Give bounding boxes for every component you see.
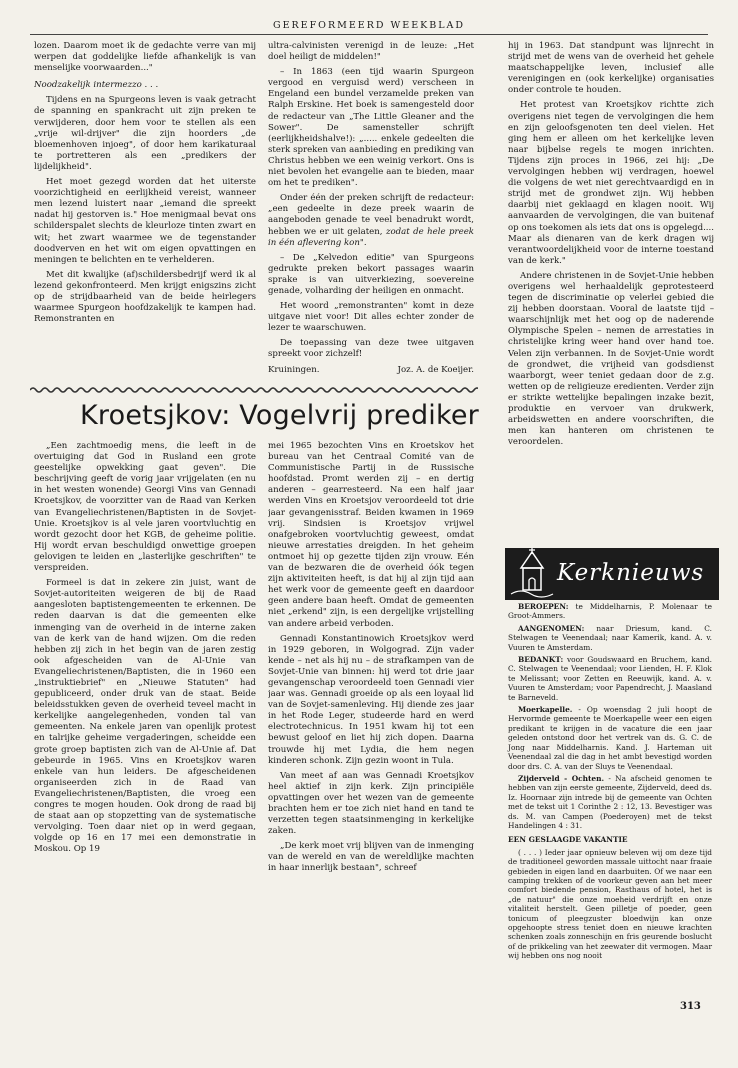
- kerknieuws-column: [508, 602, 712, 964]
- subheading: Noodzakelijk intermezzo . . .: [34, 80, 159, 91]
- paragraph: ultra-calvinisten verenigd in de leuze: „Het doel heiligt de middelen!": [268, 41, 474, 63]
- article-column-1: [34, 441, 256, 996]
- paragraph: Onder één der preken schrijft de redacteur: „een gedeelte in deze preek waarin de aangeboden genade te veel benadrukt wordt, hebben we er uit gelaten, zodat de hele preek in één aflevering kon".: [268, 193, 474, 248]
- top-middle-column: [268, 41, 474, 381]
- header-rule: [30, 34, 708, 35]
- kerknieuws-banner: [505, 548, 719, 600]
- news-item: Zijderveld - Ochten. - Na afscheid genomen te hebben van zijn eerste gemeente, Zijderveld, deed ds. Iz. Hoornaar zijn intrede bij de gemeente van Ochten met de tekst uit 1 Corinthe 2 : 12, 13. Bevestiger was ds. M. van Campen (Poederoyen) met de tekst Handelingen 4 : 31.: [508, 773, 713, 830]
- page-number: 313: [680, 1001, 701, 1012]
- kerknieuws-title: Kerknieuws: [557, 560, 705, 586]
- paragraph: – De „Kelvedon editie" van Spurgeons gedrukte preken bekort passages waarin sprake is van uitverkiezing, soevereine genade, volharding der heiligen en onmacht.: [268, 252, 474, 296]
- news-item: BEROEPEN: te Middelharnis, P. Molenaar te Groot-Ammers.: [508, 602, 712, 621]
- paragraph: – In 1863 (een tijd waarin Spurgeon vergood en verguisd werd) verscheen in Engeland een bundel verzamelde preken van Ralph Erskine. Het boek is samengesteld door de redacteur van „The Little Gleaner and the Sower". De samensteller schrijft (eerlijkheidshalve!): „..... enkele gedeelten die sterk spreken van aanbieding en prediking van Christus hebben we een weinig verkort. Ons is niet bevolen het evangelie aan te bieden, maar om het te prediken".: [268, 67, 474, 189]
- top-left-column: [34, 41, 256, 381]
- paragraph: „Een zachtmoedig mens, die leeft in de overtuiging dat God in Rusland een grote geestelijke opwekking gaat geven". Die beschrijving geeft de vorig jaar vrijgelaten (en nu in het westen wonende) Georgi Vins van Gennadi Kroetsjkov, de voorzitter van de Raad van Kerken van Evangeliechristenen/Baptisten in de Sovjet-Unie. Kroetsjkov is al vele jaren voortvluchtig en wordt gezocht door het KGB, de geheime politie. Hij wordt ervan beschuldigd onwettige groepen gelovigen te leiden en „lasterlijke geschriften" te verspreiden.: [34, 441, 256, 574]
- news-item: BEDANKT: voor Goudswaard en Bruchem, kand. C. Stelwagen te Veenendaal; voor Lienden, H. F. Klok te Melissant; voor Zetten en Reeuwijk, kand. A. v. Vuuren te Amsterdam; voor Papendrecht, J. Maasland te Barneveld.: [508, 655, 712, 702]
- paragraph: mei 1965 bezochten Vins en Kroetskov het bureau van het Centraal Comité van de Communistische Partij in de Russische hoofdstad. Promt werden zij – en dertig anderen – gearresteerd. Na een half jaar werden Vins en Kroetsjov veroordeeld tot drie jaar gevangenisstraf. Beiden kwamen in 1969 vrij. Sindsien is Kroetsjov vrijwel onafgebroken voortvluchtig geweest, omdat nieuwe arrestaties dreigden. In het geheim ontmoet hij op gezette tijden zijn vrouw. Eén van de bezwaren die de overheid óók tegen zijn aktiviteiten heeft, is dat hij al zijn tijd aan het werk voor de gemeente geeft en daardoor geen andere baan heeft. Omdat de gemeenten niet „erkend" zijn, is een dergelijke vrijstelling van andere arbeid verboden.: [268, 441, 474, 629]
- church-icon: [509, 548, 555, 600]
- article-column-2: [268, 441, 474, 996]
- paragraph: Formeel is dat in zekere zin juist, want de Sovjet-autoriteiten weigeren de bij de Raad aangesloten baptistengemeenten te erkennen. De reden daarvan is dat die gemeenten elke inmenging van de overheid in de interne zaken van de kerk van de hand wijzen. Om die reden hebben zij zich in het begin van de jaren zestig ook afgescheiden van de Al-Unie van Evangeliechristenen/Baptisten, die in 1960 een „instruktiebrief" en „Nieuwe Statuten" had gepubliceerd, onder druk van de staat. Beide beleidsstukken geven de overheid teveel macht in kerkelijke aangelegenheden, vonden tal van gemeenten. Na enkele jaren van openlijk protest en talrijke geheime vergaderingen, scheidde een grote groep baptisten zich van de Al-Unie af. Dat gebeurde in 1965. Vins en Kroetsjkov waren enkele van hun leiders. De afgescheidenen organiseerden zich in de Raad van Evangeliechristenen/Baptisten, die vroeg een congres te mogen houden. Ook drong de raad bij de staat aan op stopzetting van de systematische vervolging. Toen daar niet op in werd gegaan, volgde op 16 en 17 mei een demonstratie in Moskou. Op 19: [34, 578, 256, 855]
- news-item: AANGENOMEN: naar Driesum, kand. C. Stelwagen te Veenendaal; naar Kamerik, kand. A. v. Vuuren te Amsterdam.: [508, 623, 712, 652]
- news-item: ( . . . ) Ieder jaar opnieuw beleven wij om deze tijd de traditioneel geworden massale uittocht naar fraaie gebieden in eigen land en daarbuiten. Of we naar een camping trekken of de voorkeur geven aan het meer comfort biedende pension, Rasthaus of hotel, het is „de natuur" die onze moeheid verdrijft en onze vitaliteit herstelt. Geen pilletje of poeder, geen tonicum of pleegzuster bloedwijn kan onze opgehoopte stress teniet doen en nieuwe krachten schenken zoals zonneschijn en fris geurende boslucht of de prikkeling van het zeewater dit vermogen. Maar wij hebben ons nog nooit: [508, 847, 712, 961]
- paragraph: De toepassing van deze twee uitgaven spreekt voor zichzelf!: [268, 338, 474, 360]
- paragraph: hij in 1963. Dat standpunt was lijnrecht in strijd met de wens van de overheid het gehele maatschappelijke leven, inclusief alle verenigingen en (ook kerkelijke) organisaties onder controle te houden.: [508, 41, 714, 96]
- paragraph: „De kerk moet vrij blijven van de inmenging van de wereld en van de wereldlijke machten in haar innerlijk bestaan", schreef: [268, 841, 474, 874]
- paragraph: Het protest van Kroetsjkov richtte zich overigens niet tegen de vervolgingen die hem en zijn geloofsgenoten ten deel vielen. Het ging hem er alleen om het kerkelijke leven naar bijbelse regels te mogen inrichten. Tijdens zijn proces in 1966, zei hij: „De vervolgingen hebben wij verdragen, hoewel die volgens de wet niet gerechtvaardigd en in strijd met de grondwet zijn. Wij hebben daarbij niet geklaagd en klagen nooit. Wij aanvaarden de vervolgingen, die van buitenaf op ons toekomen als iets dat ons is opgelegd.... Maar als dienaren van de kerk dragen wij verantwoordelijkheid voor de interne toestand van de kerk.": [508, 100, 714, 266]
- paragraph: Tijdens en na Spurgeons leven is vaak getracht de spanning en spankracht uit zijn preken te verwijderen, door hem voor te stellen als een „vrije wil-drijver" die zijn hoorders „de bloemenhoven injoeg", of door hem karikaturaal te portretteren als een „predikers der lijdelijkheid".: [34, 95, 256, 172]
- paragraph: Het moet gezegd worden dat het uiterste voorzichtigheid en eerlijkheid vereist, wanneer men lezend luistert naar „iemand die spreekt nadat hij gestorven is." Hoe menigmaal bevat ons schilderspalet slechts de kleurloze tinten zwart en wit; het zwart waarmee we de tegenstander doodverven en het wit om eigen opvattingen en meningen te belichten en te verhelderen.: [34, 177, 256, 265]
- paragraph: Andere christenen in de Sovjet-Unie hebben overigens wel herhaaldelijk geprotesteerd tegen de discriminatie op velerlei gebied die zij hebben doorstaan. Vooral de laatste tijd – waarschijnlijk met het oog op de naderende Olympische Spelen – nemen de arrestaties in christelijke kring weer hand over hand toe. Velen zijn verbannen. In de Sovjet-Unie wordt de grondwet, die vrijheid van godsdienst waarborgt, weer teniet gedaan door de z.g. wetten op de religieuze eredienten. Verder zijn er strikte wettelijke bepalingen inzake bezit, produktie en vervoer van drukwerk, arbeidswetten en andere voorschriften, die men kan hanteren om christenen te veroordelen.: [508, 270, 714, 448]
- emphasis: zodat de hele preek in één aflevering kon: [268, 226, 474, 248]
- paragraph: Van meet af aan was Gennadi Kroetsjkov heel aktief in zijn kerk. Zijn principiële opvattingen over het wezen van de gemeente brachten hem er toe zich niet hand en tand te verzetten tegen staatsinmenging in kerkelijke zaken.: [268, 770, 474, 837]
- news-item: Moerkapelle. - Op woensdag 2 juli hoopt de Hervormde gemeente te Moerkapelle weer een eigen predikant te krijgen in de vacature die een jaar geleden ontstond door het vertrek van ds. G. C. de Jong naar Middelharnis. Kand. J. Harteman uit Veenendaal zal die dag in het ambt bevestigd worden door drs. C. A. van der Sluys te Veenendaal.: [508, 705, 712, 771]
- signature: Kruiningen. Joz. A. de Koeijer.: [268, 364, 474, 375]
- right-column: [508, 41, 714, 541]
- wavy-separator: [30, 386, 478, 394]
- running-header: GEREFORMEERD WEEKBLAD: [272, 20, 466, 31]
- paragraph: lozen. Daarom moet ik de gedachte verre van mij werpen dat goddelijke liefde afhankelijk is van menselijke voorwaarden...": [34, 41, 256, 74]
- paragraph: Het woord „remonstranten" komt in deze uitgave niet voor! Dit alles echter zonder de lezer te waarschuwen.: [268, 301, 474, 334]
- paragraph: Met dit kwalijke (af)schildersbedrijf werd ik al lezend gekonfronteerd. Men krijgt enigszins zicht op de strijdbaarheid van de beide heirlegers waarmee Spurgeon hoofdzakelijk te kampen had. Remonstranten en: [34, 269, 256, 325]
- news-subheading: EEN GESLAAGDE VAKANTIE: [508, 835, 628, 845]
- paragraph: Gennadi Konstantinowich Kroetsjkov werd in 1929 geboren, in Wolgograd. Zijn vader kende – net als hij nu – de strafkampen van de Sovjet-Unie van binnen: hij werd tot drie jaar gevangenschap veroordeeld toen Gennadi vier jaar was. Gennadi groeide op als een loyaal lid van de Sovjet-samenleving. Hij diende zes jaar in het Rode Leger, studeerde hard en werd electrotechnicus. In 1951 kwam hij tot een bewust geloof en liet hij zich dopen. Daarna trouwde hij met Lydia, die hem negen kinderen schonk. Zijn gezin woont in Tula.: [268, 633, 474, 766]
- article-title: Kroetsjkov: Vogelvrij prediker: [80, 400, 479, 431]
